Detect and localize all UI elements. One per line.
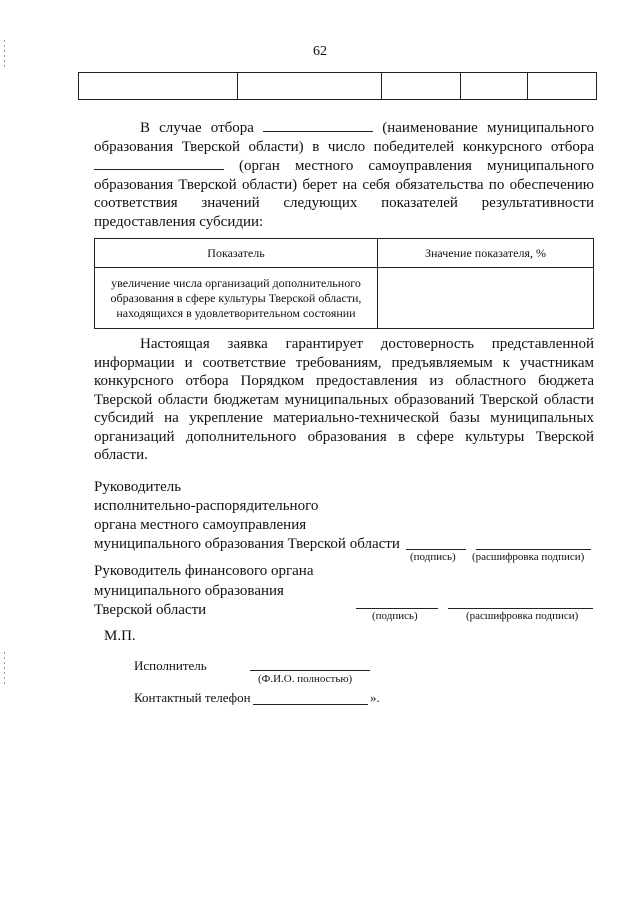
scan-margin-marks-bottom [4,652,6,687]
value-header: Значение показателя, % [378,239,594,268]
head-decoding-line[interactable] [476,549,591,550]
obligation-text-part3: (орган местного самоуправления муниципального образования Тверской области) берет на себя обязательства по обеспечению соответствия значений следующих показателей результативности предоставления субсидии: [94,158,595,230]
head-title-line3: органа местного самоуправления [94,517,307,533]
value-cell[interactable] [378,268,594,329]
finance-decoding-line[interactable] [448,608,593,609]
indicator-cell: увеличение числа организаций дополнительного образования в сфере культуры Тверской области, находящихся в удовлетворительном состоянии [95,268,378,329]
finance-signature-caption: (подпись) [372,610,418,622]
guarantee-paragraph [94,335,594,465]
indicator-table [94,238,594,329]
continued-table-row [78,72,597,100]
head-signature-line[interactable] [406,549,466,550]
finance-title-line2: муниципального образования [94,583,284,599]
phone-label: Контактный телефон [134,690,251,705]
executor-caption: (Ф.И.О. полностью) [258,673,353,685]
obligation-text-part2: (наименование муниципального образования Тверской области) в число победителей конкурсного отбора [94,120,595,155]
finance-title-line3: Тверской области [94,602,207,618]
indicator-header: Показатель [95,239,378,268]
table-cell [528,73,597,100]
guarantee-text: Настоящая заявка гарантирует достоверность представленной информации и соответствие требованиям, предъявляемым к участникам конкурсного отбора Порядком предоставления из областного бюджета Тверской области бюджетам муниципальных образований Тверской области субсидий на укрепление материально-технической базы муниципальных организаций дополнительного образования в сфере культуры Тверской области. [94,336,594,463]
table-row [95,268,594,329]
table-cell [461,73,528,100]
finance-title-line1: Руководитель финансового органа [94,563,314,579]
page-number: 62 [313,44,327,59]
obligation-paragraph [94,118,594,231]
authority-blank[interactable] [94,156,224,170]
municipality-blank[interactable] [263,118,373,132]
finance-decoding-caption: (расшифровка подписи) [466,610,579,622]
obligation-text-part1: В случае отбора [140,120,254,136]
head-signature-caption: (подпись) [410,551,456,563]
phone-line[interactable] [253,704,368,705]
head-title-line2: исполнительно-распорядительного [94,498,319,514]
phone-suffix: ». [370,690,380,705]
table-cell [79,73,238,100]
executor-name-line[interactable] [250,670,370,671]
executor-label: Исполнитель [134,658,207,673]
seal-placeholder: М.П. [104,628,136,644]
head-title-line4: муниципального образования Тверской области [94,536,400,552]
head-decoding-caption: (расшифровка подписи) [472,551,585,563]
finance-signature-line[interactable] [356,608,438,609]
table-cell [382,73,461,100]
table-cell [238,73,382,100]
head-title-line1: Руководитель [94,479,182,495]
